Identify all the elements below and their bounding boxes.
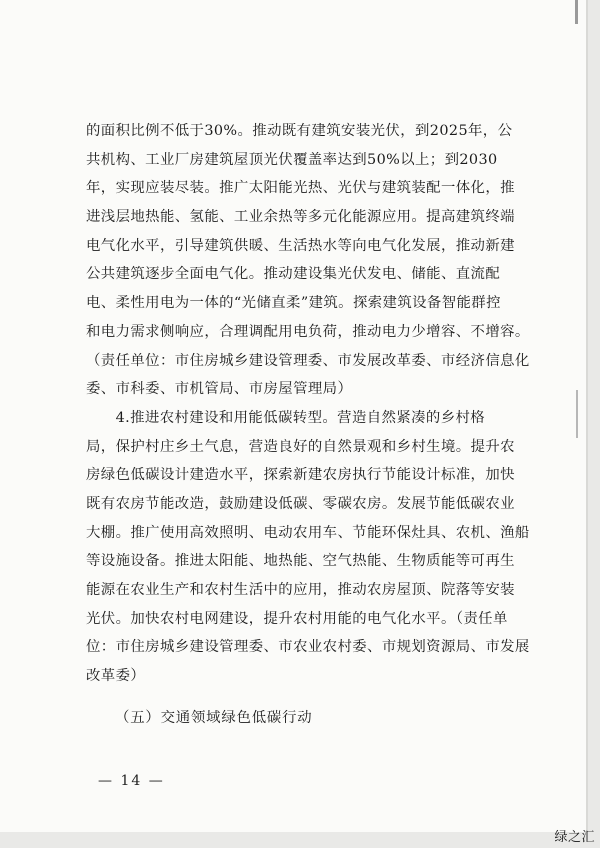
section-heading: （五）交通领域绿色低碳行动 xyxy=(115,709,313,726)
text-line: 年，实现应装尽装。推广太阳能光热、光伏与建筑装配一体化，推 xyxy=(86,180,515,197)
text-line: 局，保护村庄乡土气息，营造良好的自然景观和乡村生境。提升农 xyxy=(86,438,515,455)
text-line: 位：市住房城乡建设管理委、市农业农村委、市规划资源局、市发展 xyxy=(86,639,530,656)
document-text xyxy=(86,117,530,732)
text-line: 的面积比例不低于30%。推动既有建筑安装光伏，到2025年，公 xyxy=(86,123,513,139)
watermark-text: 绿之汇 xyxy=(554,830,595,845)
text-line: 和电力需求侧响应，合理调配用电负荷，推动电力少增容、不增容。 xyxy=(86,323,530,340)
scan-edge-mark xyxy=(576,390,578,438)
text-line: 共机构、工业厂房建筑屋顶光伏覆盖率达到50%以上；到2030 xyxy=(86,151,498,168)
text-line: 电气化水平，引导建筑供暖、生活热水等向电气化发展，推动新建 xyxy=(86,237,515,254)
text-line: 电、柔性用电为一体的“光储直柔”建筑。探索建筑设备智能群控 xyxy=(86,295,501,312)
text-line: 等设施设备。推进太阳能、地热能、空气热能、生物质能等可再生 xyxy=(86,553,515,570)
text-line: 改革委） xyxy=(86,668,146,685)
scan-edge-mark xyxy=(575,0,578,24)
text-line: 大棚。推广使用高效照明、电动农用车、节能环保灶具、农机、渔船 xyxy=(86,524,530,541)
text-line: 光伏。加快农村电网建设，提升农村用能的电气化水平。（责任单 xyxy=(86,610,508,627)
text-line: （责任单位：市住房城乡建设管理委、市发展改革委、市经济信息化 xyxy=(86,352,530,369)
text-line: 既有农房节能改造，鼓励建设低碳、零碳农房。发展节能低碳农业 xyxy=(86,495,515,512)
text-line: 4.推进农村建设和用能低碳转型。营造自然紧凑的乡村格 xyxy=(86,409,486,426)
text-line: 房绿色低碳设计建造水平，探索新建农房执行节能设计标准，加快 xyxy=(86,467,515,484)
text-line: 公共建筑逐步全面电气化。推动建设集光伏发电、储能、直流配 xyxy=(86,266,501,283)
text-line: 进浅层地热能、氢能、工业余热等多元化能源应用。提高建筑终端 xyxy=(86,209,515,226)
paragraph-gap xyxy=(86,691,524,704)
text-line: 委、市科委、市机管局、市房屋管理局） xyxy=(86,381,353,398)
page-number: — 14 — xyxy=(98,773,165,789)
text-line: 能源在农业生产和农村生活中的应用，推动农房屋顶、院落等安装 xyxy=(86,582,515,598)
